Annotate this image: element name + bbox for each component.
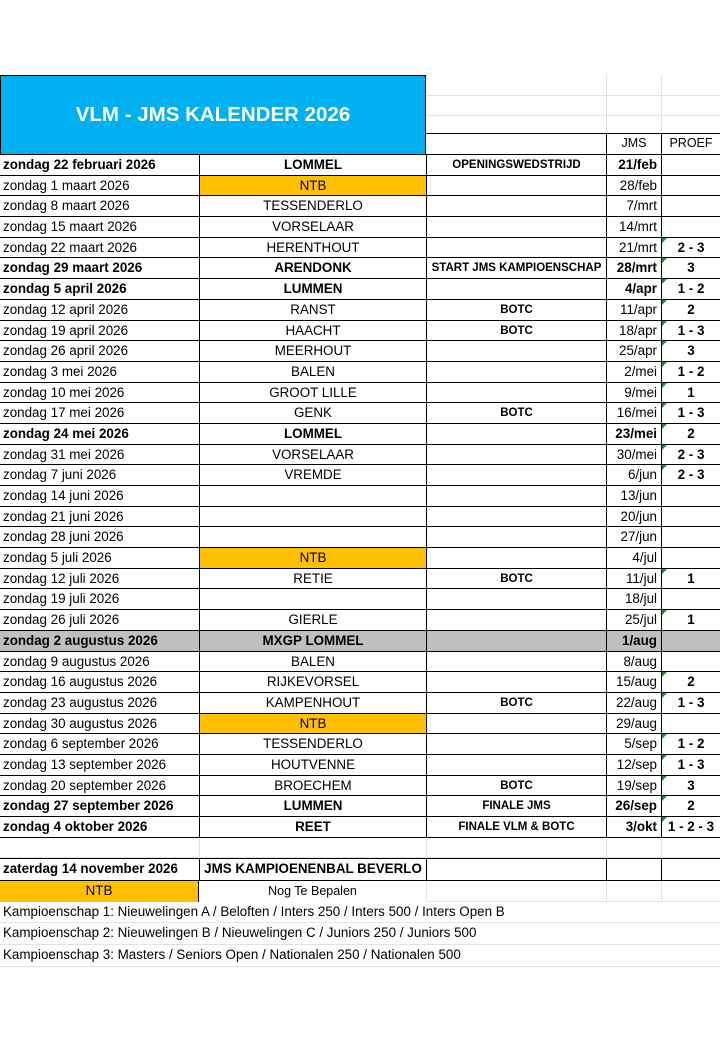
cell-comment-marker [662,238,667,243]
calendar-row [0,383,720,404]
row-proef [661,486,720,507]
row-event [426,238,606,259]
row-proef [661,714,720,735]
row-date: zondag 9 augustus 2026 [0,652,199,673]
calendar-row [0,258,720,279]
row-date: zondag 7 juni 2026 [0,465,199,486]
row-event [426,196,606,217]
cell-comment-marker [662,465,667,470]
row-location: TESSENDERLO [199,196,426,217]
row-jms-date: 13/jun [606,486,661,507]
row-proef: 3 [661,776,720,797]
calendar-row [0,465,720,486]
calendar-row [0,734,720,755]
row-location: HAACHT [199,321,426,342]
cell-comment-marker [662,279,667,284]
calendar-row [0,238,720,259]
row-date: zondag 5 april 2026 [0,279,199,300]
row-event [426,341,606,362]
legend-row [0,881,720,902]
row-proef [661,589,720,610]
row-event [426,672,606,693]
legend-ntb: NTB [0,881,199,902]
row-date: zondag 1 maart 2026 [0,176,199,197]
kampioenenbal-row [0,858,720,881]
row-location: VORSELAAR [199,445,426,466]
row-proef: 1 - 2 [661,734,720,755]
row-proef: 1 - 2 [661,279,720,300]
row-proef: 1 [661,569,720,590]
row-proef [661,176,720,197]
row-location: BROECHEM [199,776,426,797]
calendar-row [0,569,720,590]
note-row [0,902,720,924]
row-date: zondag 19 april 2026 [0,321,199,342]
row-jms-date: 29/aug [606,714,661,735]
row-date: zondag 14 juni 2026 [0,486,199,507]
row-location: LUMMEN [199,796,426,817]
calendar-row [0,424,720,445]
row-jms-date: 20/jun [606,507,661,528]
calendar-row [0,548,720,569]
row-location: MXGP LOMMEL [199,631,426,652]
calendar-row [0,589,720,610]
header-block [0,75,720,154]
row-proef: 1 - 3 [661,693,720,714]
calendar-row [0,693,720,714]
row-proef: 2 - 3 [661,445,720,466]
row-location [199,507,426,528]
row-event: BOTC [426,403,606,424]
row-jms-date: 23/mei [606,424,661,445]
row-jms-date: 8/aug [606,652,661,673]
calendar-row [0,196,720,217]
row-event [426,383,606,404]
row-date: zondag 20 september 2026 [0,776,199,797]
row-proef: 2 [661,424,720,445]
note-kampioenschap-2: Kampioenschap 2: Nieuwelingen B / Nieuwelingen C / Juniors 250 / Juniors 500 [3,925,477,941]
calendar-row [0,527,720,548]
row-jms-date: 28/feb [606,176,661,197]
row-location: REET [199,817,426,838]
calendar-title: VLM - JMS KALENDER 2026 [0,75,426,154]
row-location: MEERHOUT [199,341,426,362]
note-row [0,945,720,967]
row-proef: 1 [661,610,720,631]
note-kampioenschap-1: Kampioenschap 1: Nieuwelingen A / Beloften / Inters 250 / Inters 500 / Inters Open B [3,903,505,919]
row-location: RANST [199,300,426,321]
row-event [426,507,606,528]
row-date: zondag 21 juni 2026 [0,507,199,528]
calendar-row [0,362,720,383]
row-date: zondag 16 augustus 2026 [0,672,199,693]
row-jms-date: 14/mrt [606,217,661,238]
row-event [426,527,606,548]
cell-comment-marker [662,817,667,822]
calendar-row [0,817,720,838]
row-location [199,486,426,507]
row-proef: 2 - 3 [661,465,720,486]
calendar-rows [0,154,720,838]
row-date: zondag 28 juni 2026 [0,527,199,548]
cell-comment-marker [662,672,667,677]
row-date: zondag 4 oktober 2026 [0,817,199,838]
row-date: zondag 30 augustus 2026 [0,714,199,735]
row-event [426,465,606,486]
row-location: BALEN [199,652,426,673]
row-proef: 1 - 2 - 3 [661,817,720,838]
note-row [0,923,720,945]
row-proef: 1 - 3 [661,321,720,342]
row-proef [661,507,720,528]
row-location: TESSENDERLO [199,734,426,755]
row-proef [661,196,720,217]
note-kampioenschap-3: Kampioenschap 3: Masters / Seniors Open / Nationalen 250 / Nationalen 500 [3,947,461,963]
row-date: zondag 19 juli 2026 [0,589,199,610]
row-location: NTB [199,714,426,735]
row-location [199,589,426,610]
row-location: VORSELAAR [199,217,426,238]
row-date: zondag 6 september 2026 [0,734,199,755]
jms-column-header: JMS [606,133,661,154]
row-jms-date: 27/jun [606,527,661,548]
row-jms-date: 16/mei [606,403,661,424]
row-location: VREMDE [199,465,426,486]
calendar-row [0,610,720,631]
calendar-row [0,652,720,673]
row-jms-date: 21/mrt [606,238,661,259]
row-location: GROOT LILLE [199,383,426,404]
row-jms-date: 25/jul [606,610,661,631]
row-event [426,362,606,383]
row-event: BOTC [426,300,606,321]
cell-comment-marker [662,321,667,326]
row-proef: 1 - 3 [661,403,720,424]
calendar-row [0,217,720,238]
cell-comment-marker [662,300,667,305]
row-event: BOTC [426,321,606,342]
row-proef [661,652,720,673]
cell-comment-marker [662,362,667,367]
cell-comment-marker [662,693,667,698]
row-jms-date: 7/mrt [606,196,661,217]
cell-comment-marker [662,341,667,346]
legend-meaning: Nog Te Bepalen [268,884,357,899]
row-location: ARENDONK [199,258,426,279]
row-jms-date: 18/jul [606,589,661,610]
row-date: zondag 29 maart 2026 [0,258,199,279]
row-event [426,755,606,776]
row-date: zondag 10 mei 2026 [0,383,199,404]
row-jms-date: 11/jul [606,569,661,590]
row-proef [661,527,720,548]
calendar-row [0,507,720,528]
row-jms-date: 18/apr [606,321,661,342]
row-proef: 3 [661,258,720,279]
row-location: HOUTVENNE [199,755,426,776]
proef-column-header: PROEF [661,133,720,154]
row-jms-date: 5/sep [606,734,661,755]
cell-comment-marker [662,610,667,615]
row-location: BALEN [199,362,426,383]
row-proef: 2 - 3 [661,238,720,259]
row-event: FINALE JMS [426,796,606,817]
row-date: zondag 12 juli 2026 [0,569,199,590]
row-date: zondag 17 mei 2026 [0,403,199,424]
row-location: LOMMEL [199,155,426,176]
row-proef [661,631,720,652]
calendar-row [0,176,720,197]
row-proef: 1 [661,383,720,404]
calendar-row [0,403,720,424]
cell-comment-marker [662,569,667,574]
row-jms-date: 12/sep [606,755,661,776]
cell-comment-marker [662,776,667,781]
calendar-row [0,279,720,300]
calendar-row [0,486,720,507]
row-event [426,610,606,631]
cell-comment-marker [662,734,667,739]
row-proef: 2 [661,300,720,321]
row-location: HERENTHOUT [199,238,426,259]
row-jms-date: 4/apr [606,279,661,300]
row-proef [661,217,720,238]
row-location [199,527,426,548]
row-proef: 3 [661,341,720,362]
row-event [426,424,606,445]
row-jms-date: 30/mei [606,445,661,466]
calendar-row [0,714,720,735]
row-date: zondag 2 augustus 2026 [0,631,199,652]
calendar-row [0,631,720,652]
row-proef: 2 [661,796,720,817]
row-jms-date: 9/mei [606,383,661,404]
row-date: zondag 22 maart 2026 [0,238,199,259]
spacer-row [0,838,720,859]
calendar-row [0,321,720,342]
row-event [426,734,606,755]
row-event [426,445,606,466]
row-proef: 2 [661,672,720,693]
row-jms-date: 19/sep [606,776,661,797]
cell-comment-marker [662,445,667,450]
row-location: KAMPENHOUT [199,693,426,714]
row-jms-date: 28/mrt [606,258,661,279]
row-date: zondag 26 april 2026 [0,341,199,362]
row-event: START JMS KAMPIOENSCHAP [426,258,606,279]
row-proef: 1 - 3 [661,755,720,776]
row-location: LUMMEN [199,279,426,300]
row-jms-date: 22/aug [606,693,661,714]
row-jms-date: 1/aug [606,631,661,652]
row-jms-date: 21/feb [606,155,661,176]
row-event: OPENINGSWEDSTRIJD [426,155,606,176]
row-jms-date: 26/sep [606,796,661,817]
row-jms-date: 4/jul [606,548,661,569]
calendar-row [0,755,720,776]
row-jms-date: 6/jun [606,465,661,486]
row-date: zondag 23 augustus 2026 [0,693,199,714]
row-date: zondag 26 juli 2026 [0,610,199,631]
cell-comment-marker [662,403,667,408]
row-jms-date: 11/apr [606,300,661,321]
row-location: LOMMEL [199,424,426,445]
row-date: zondag 31 mei 2026 [0,445,199,466]
cell-comment-marker [662,796,667,801]
calendar-row [0,672,720,693]
row-date: zondag 27 september 2026 [0,796,199,817]
row-event [426,589,606,610]
cell-comment-marker [662,424,667,429]
row-date: zondag 15 maart 2026 [0,217,199,238]
row-date: zondag 5 juli 2026 [0,548,199,569]
row-date: zondag 8 maart 2026 [0,196,199,217]
cell-comment-marker [662,755,667,760]
row-date: zondag 22 februari 2026 [0,155,199,176]
row-event: BOTC [426,776,606,797]
kampioenenbal-date: zaterdag 14 november 2026 [3,861,178,877]
calendar-sheet [0,75,720,967]
row-location: GIERLE [199,610,426,631]
calendar-row [0,445,720,466]
row-location: GENK [199,403,426,424]
row-jms-date: 25/apr [606,341,661,362]
row-event [426,631,606,652]
calendar-row [0,776,720,797]
row-event [426,486,606,507]
row-event: BOTC [426,569,606,590]
row-location: NTB [199,548,426,569]
calendar-row [0,300,720,321]
row-event [426,548,606,569]
cell-comment-marker [662,383,667,388]
cell-comment-marker [662,258,667,263]
row-proef [661,548,720,569]
row-jms-date: 3/okt [606,817,661,838]
row-date: zondag 3 mei 2026 [0,362,199,383]
row-event [426,279,606,300]
row-event [426,176,606,197]
row-jms-date: 15/aug [606,672,661,693]
row-event: FINALE VLM & BOTC [426,817,606,838]
calendar-row [0,155,720,176]
row-event [426,714,606,735]
row-location: RIJKEVORSEL [199,672,426,693]
row-proef: 1 - 2 [661,362,720,383]
calendar-row [0,796,720,817]
row-date: zondag 24 mei 2026 [0,424,199,445]
row-location: NTB [199,176,426,197]
row-event [426,217,606,238]
row-location: RETIE [199,569,426,590]
calendar-row [0,341,720,362]
row-jms-date: 2/mei [606,362,661,383]
header-grid [426,75,720,154]
row-date: zondag 13 september 2026 [0,755,199,776]
row-event [426,652,606,673]
kampioenenbal-location: JMS KAMPIOENENBAL BEVERLO [199,859,426,880]
row-date: zondag 12 april 2026 [0,300,199,321]
row-proef [661,155,720,176]
row-event: BOTC [426,693,606,714]
